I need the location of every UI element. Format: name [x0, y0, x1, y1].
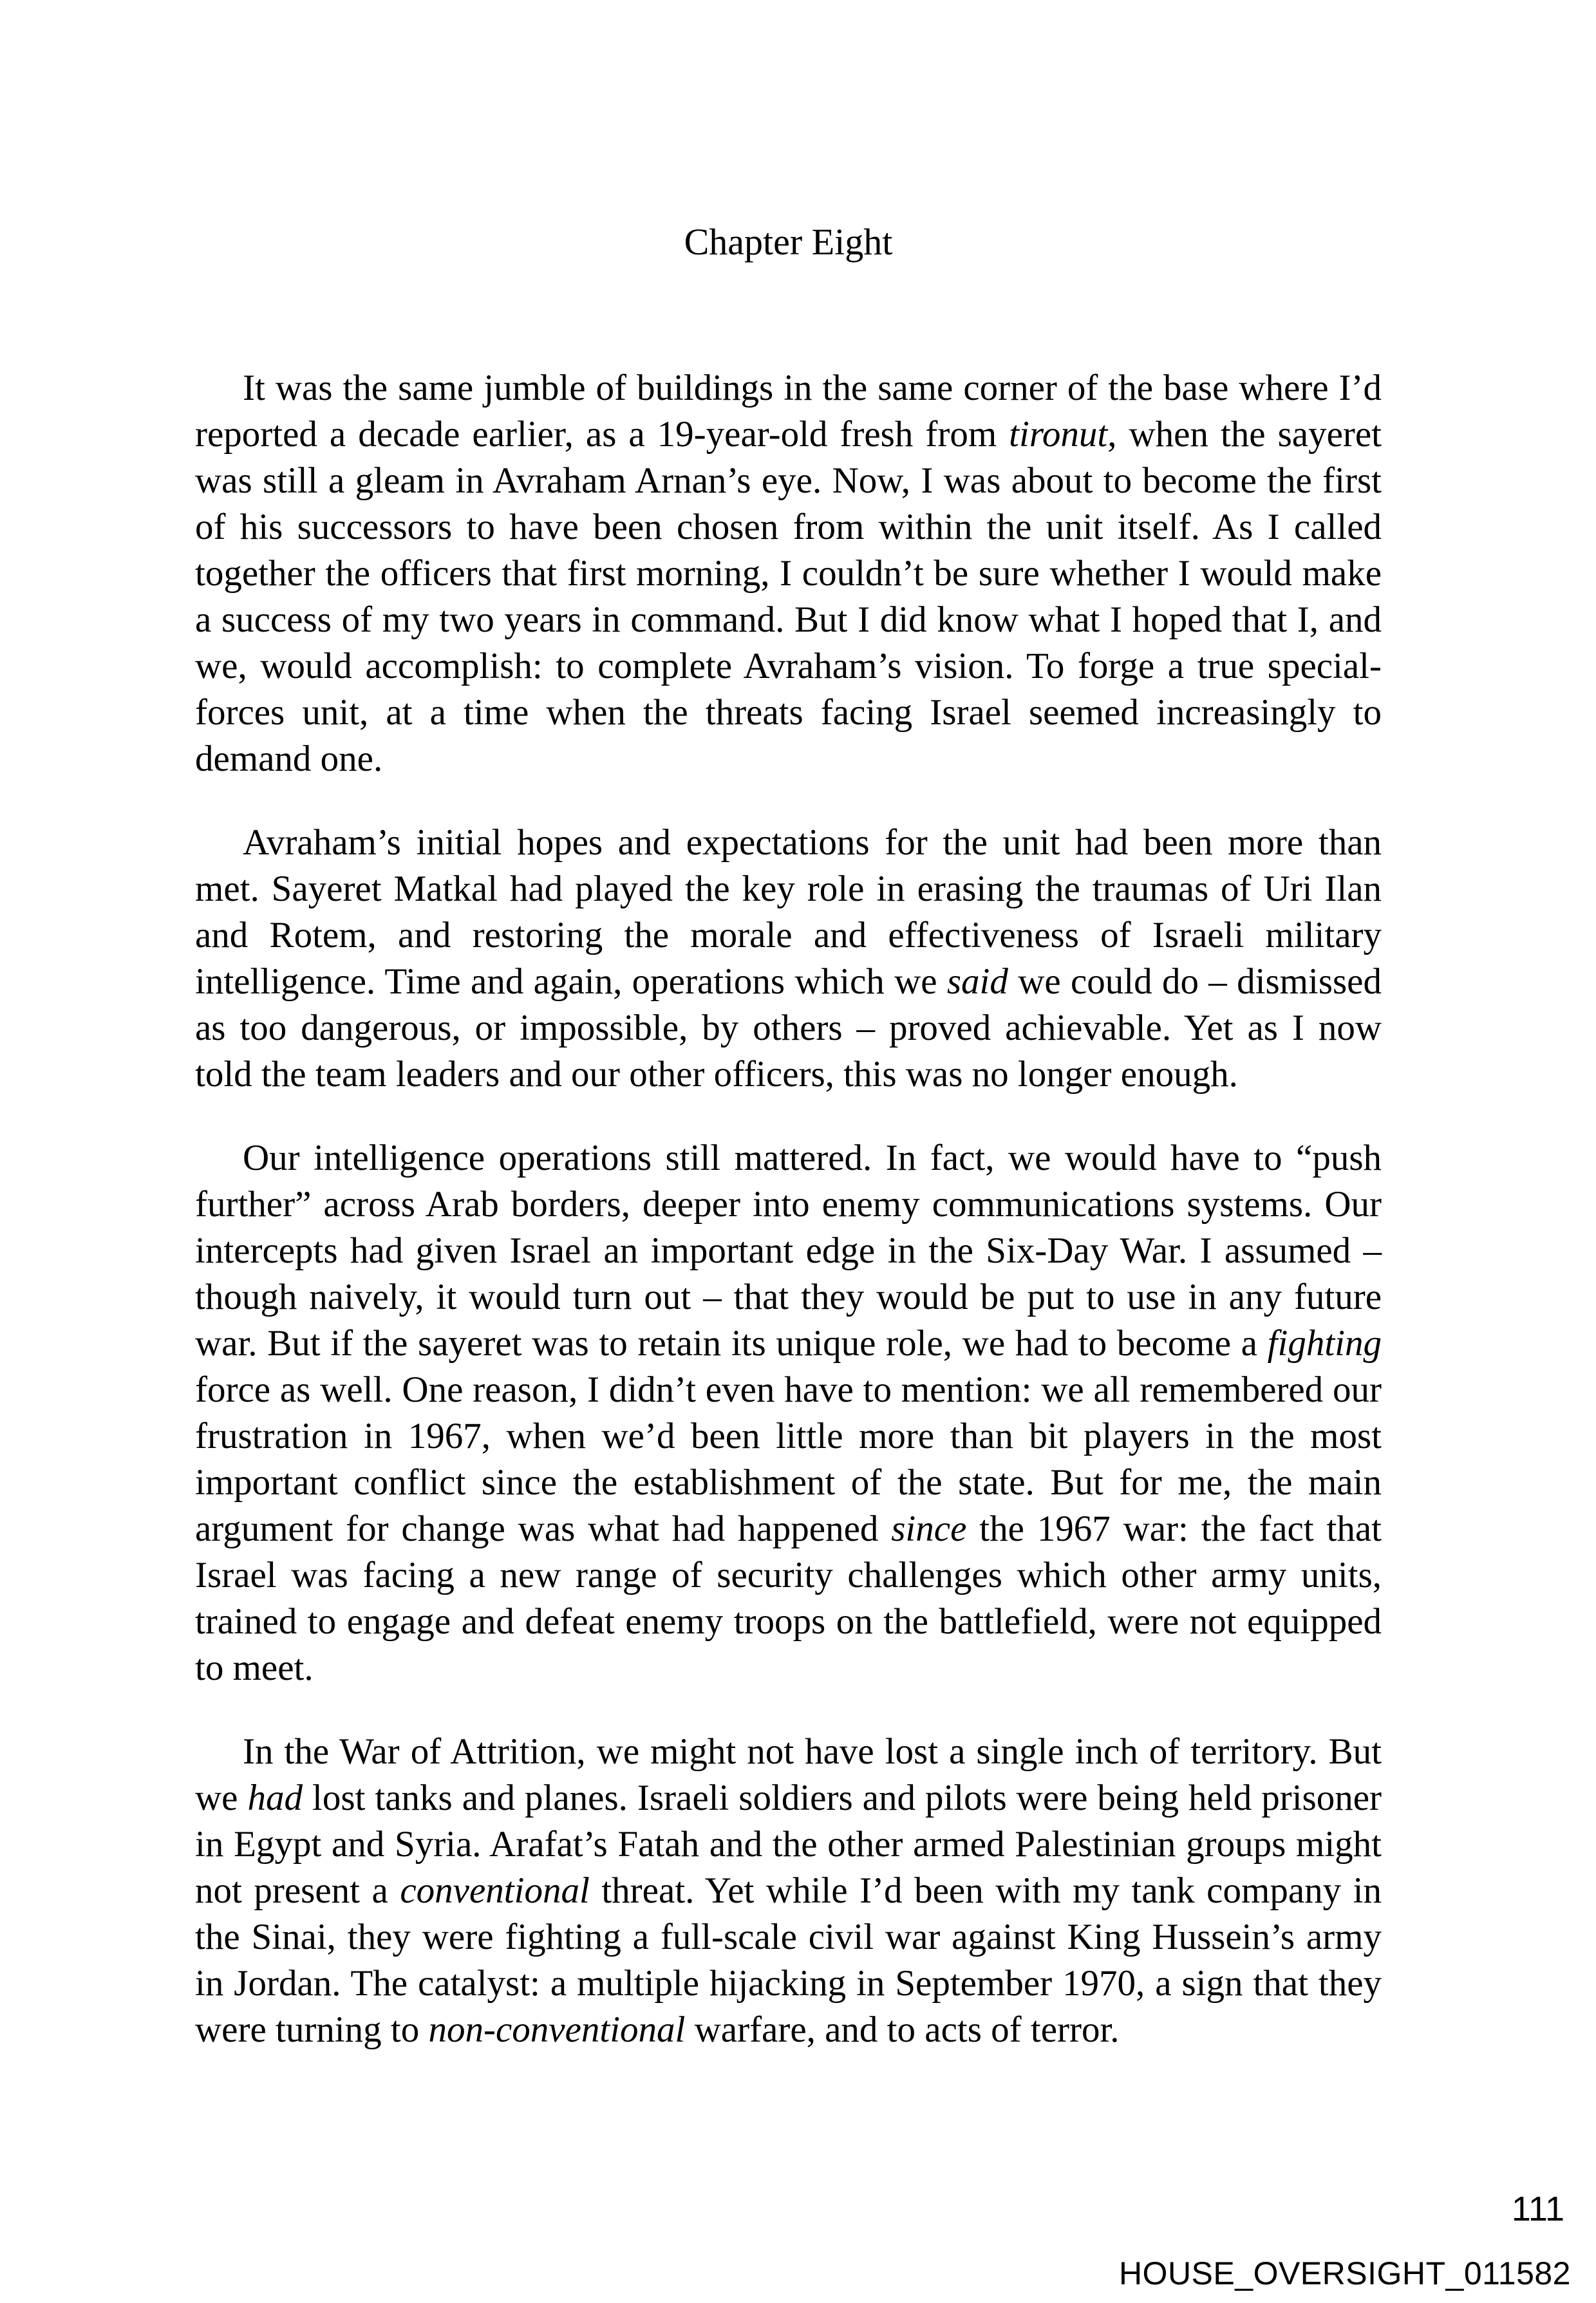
italic-text: since	[891, 1509, 967, 1549]
italic-text: conventional	[400, 1870, 590, 1911]
paragraph	[195, 820, 1382, 1098]
text-segment: warfare, and to acts of terror.	[685, 2009, 1120, 2050]
paragraph	[195, 1135, 1382, 1691]
page-number: 111	[1511, 2190, 1564, 2228]
text-segment: lost tanks and planes. Israeli soldiers and pilots were being held prisoner in Egypt and Syria. Arafat’s Fatah and the other armed Palestinian groups might not present a	[195, 1778, 1382, 1911]
text-segment: , when the sayeret was still a gleam in Avraham Arnan’s eye. Now, I was about to become the first of his successors to have been chosen from within the unit itself. As I called together the officers that first morning, I couldn’t be sure whether I would make a success of my two years in command. But I did know what I hoped that I, and we, would accomplish: to complete Avraham’s vision. To forge a true special-forces unit, at a time when the threats facing Israel seemed increasingly to demand one.	[195, 414, 1382, 779]
text-segment: Our intelligence operations still mattered. In fact, we would have to “push further” across Arab borders, deeper into enemy communications systems. Our intercepts had given Israel an important edge in the Six-Day War. I assumed – though naively, it would turn out – that they would be put to use in any future war. But if the sayeret was to retain its unique role, we had to become a	[195, 1138, 1382, 1364]
italic-text: tironut	[1009, 414, 1108, 455]
text-segment: Avraham’s initial hopes and expectations for the unit had been more than met. Sayeret Matkal had played the key role in erasing the traumas of Uri Ilan and Rotem, and restoring the morale and effectiveness of Israeli military intelligence. Time and again, operations which we	[195, 822, 1382, 1002]
paragraph	[195, 365, 1382, 782]
body-text	[195, 365, 1382, 2091]
text-segment: the 1967 war: the fact that Israel was facing a new range of security challenges which other army units, trained to engage and defeat enemy troops on the battlefield, were not equipped to meet.	[195, 1509, 1382, 1688]
bates-stamp: HOUSE_OVERSIGHT_011582	[1118, 2255, 1571, 2291]
text-segment: In the War of Attrition, we might not have lost a single inch of territory. But we	[195, 1731, 1382, 1818]
text-segment: we could do – dismissed as too dangerous, or impossible, by others – proved achievable. Yet as I now told the team leaders and our other officers, this was no longer enough.	[195, 961, 1382, 1095]
paragraph	[195, 1729, 1382, 2053]
text-segment: force as well. One reason, I didn’t even have to mention: we all remembered our frustration in 1967, when we’d been little more than bit players in the most important conflict since the establishment of the state. But for me, the main argument for change was what had happened	[195, 1369, 1382, 1549]
italic-text: non-conventional	[428, 2009, 686, 2050]
text-segment: threat. Yet while I’d been with my tank company in the Sinai, they were fighting a full-scale civil war against King Hussein’s army in Jordan. The catalyst: a multiple hijacking in September 1970, a sign that they were turning to	[195, 1870, 1382, 2050]
text-segment: It was the same jumble of buildings in the same corner of the base where I’d reported a decade earlier, as a 19-year-old fresh from	[195, 368, 1382, 455]
italic-text: fighting	[1267, 1323, 1382, 1364]
chapter-title: Chapter Eight	[684, 221, 893, 263]
italic-text: said	[946, 961, 1008, 1002]
italic-text: had	[247, 1778, 303, 1818]
